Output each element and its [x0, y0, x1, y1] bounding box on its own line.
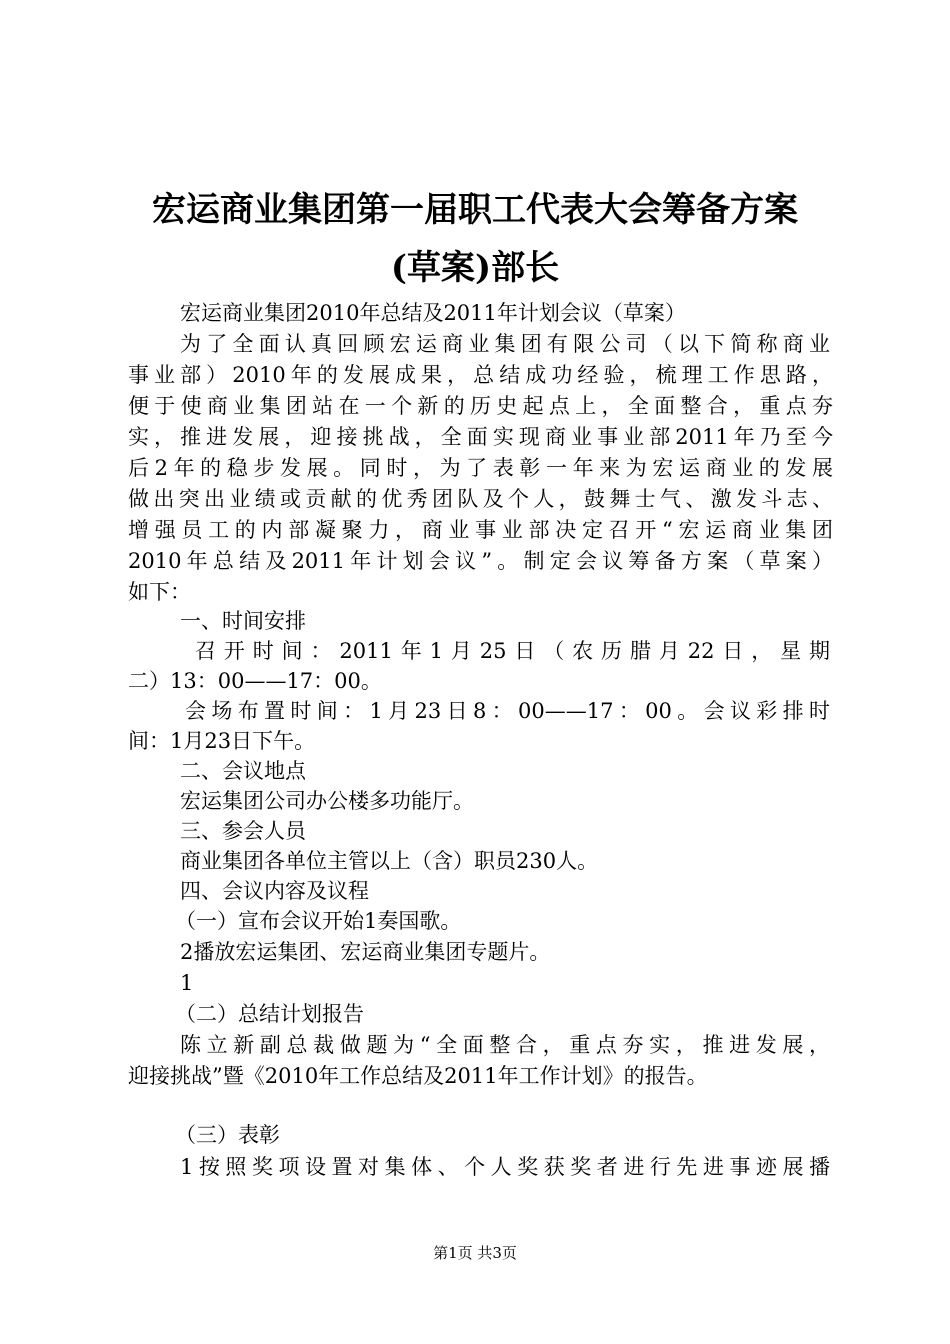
body-line: 增强员工的内部凝聚力，商业事业部决定召开“宏运商业集团 — [128, 518, 833, 542]
body-line: 2播放宏运集团、宏运商业集团专题片。 — [180, 940, 551, 964]
body-line: 迎接挑战”暨《2010年工作总结及2011年工作计划》的报告。 — [128, 1064, 708, 1088]
section-heading: 四、会议内容及议程 — [180, 879, 369, 903]
body-line: 会场布置时间：1月23日8：00——17：00。会议彩排时 — [185, 699, 830, 723]
body-line: 二）13：00——17：00。 — [128, 669, 382, 693]
body-line: 实，推进发展，迎接挑战，全面实现商业事业部2011年乃至今 — [128, 425, 833, 449]
body-line: 为了全面认真回顾宏运商业集团有限公司（以下简称商业 — [180, 332, 830, 356]
section-heading: （二）总结计划报告 — [175, 1002, 364, 1026]
body-line: 事业部）2010年的发展成果，总结成功经验，梳理工作思路， — [128, 363, 833, 387]
body-line: 间：1月23日下午。 — [128, 729, 316, 753]
body-line: 宏运集团公司办公楼多功能厅。 — [180, 789, 474, 813]
section-heading: 三、参会人员 — [180, 819, 306, 843]
body-line: 商业集团各单位主管以上（含）职员230人。 — [180, 849, 599, 873]
document-title-line-1: 宏运商业集团第一届职工代表大会筹备方案 — [152, 190, 798, 230]
body-line: 陈立新副总裁做题为“全面整合，重点夯实，推进发展， — [180, 1033, 830, 1057]
body-line: 便于使商业集团站在一个新的历史起点上，全面整合，重点夯 — [128, 394, 833, 418]
body-line: 做出突出业绩或贡献的优秀团队及个人，鼓舞士气、激发斗志、 — [128, 487, 833, 511]
body-line: 召开时间：2011年1月25日（农历腊月22日，星期 — [195, 639, 830, 663]
section-heading: 二、会议地点 — [180, 759, 306, 783]
body-line: 1 — [180, 971, 194, 995]
body-line: 如下： — [128, 580, 191, 604]
document-title-line-2: (草案)部长 — [390, 248, 560, 288]
section-heading: （三）表彰 — [175, 1123, 280, 1147]
page-footer: 第1页 共3页 — [433, 1244, 517, 1262]
body-line: 宏运商业集团2010年总结及2011年计划会议（草案） — [180, 301, 686, 325]
section-heading: 一、时间安排 — [180, 609, 306, 633]
body-line: 2010年总结及2011年计划会议”。制定会议筹备方案（草案） — [128, 549, 833, 573]
body-line: （一）宣布会议开始1奏国歌。 — [175, 909, 462, 933]
body-line: 1按照奖项设置对集体、个人奖获奖者进行先进事迹展播 — [180, 1155, 830, 1179]
body-line: 后2年的稳步发展。同时，为了表彰一年来为宏运商业的发展 — [128, 456, 833, 480]
